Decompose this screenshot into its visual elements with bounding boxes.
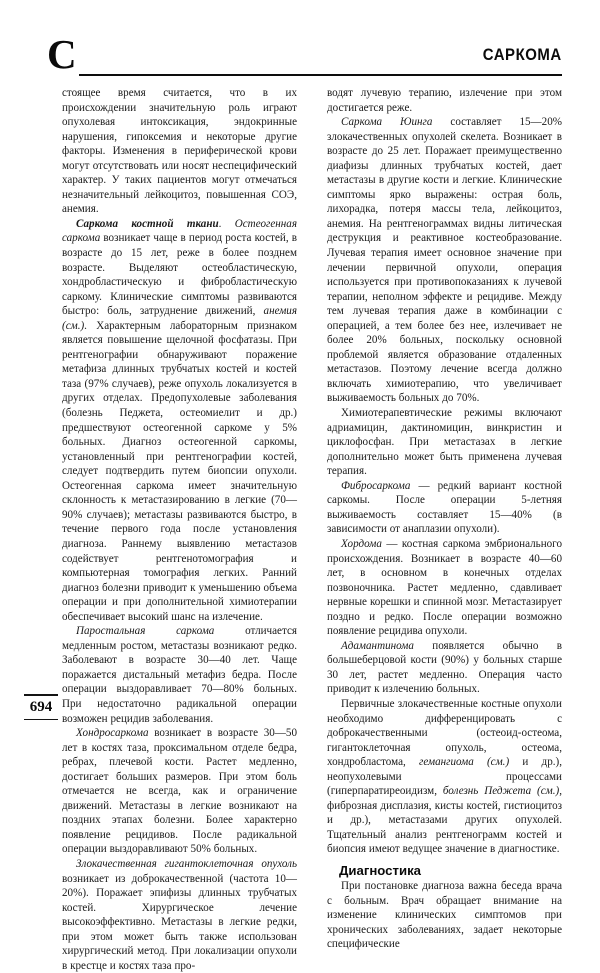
text-run: Первичные злокачественные костные опухоли необходимо дифференцировать с доброкачественными (остеоид-остеома, гигантоклеточная опухоль, остеома, хондробластома, xyxy=(327,697,562,769)
body-columns xyxy=(62,86,562,972)
paragraph xyxy=(327,115,562,406)
paragraph xyxy=(327,697,562,857)
paragraph xyxy=(62,726,297,857)
text-run: возникает из доброкачественной (частота 10—20%). Поражает эпифизы длинных трубчатых костей. Хирургическое лечение высокоэффективно. Метастазы в легкие редки, при этом может быть также использован хирургический метод. При локализации опухоли в крестце и костях таза про- xyxy=(62,872,297,972)
text-run: Химиотерапевтические режимы включают адриамицин, дактиномицин, винкристин и циклофосфан. При метастазах в легкие дополнительно может быть применена лучевая терапия. xyxy=(327,407,562,478)
text-run: составляет 15—20% злокачественных опухолей скелета. Возникает в возрасте до 25 лет. Поражает преимущественно диафизы длинных трубчатых костей, дает метастазы в другие кости и легкие. Клинические симптомы ярко выражены: острая боль, лихорадка, потеря массы тела, лейкоцитоз, анемия. На рентгенограммах видны литическая деструкция и реактивное костеобразование. Лучевая терапия имеет основное значение при лечении первичной опухоли, операция используется при противопоказаниях к лучевой терапии, неполном эффекте и рецидиве. Между тем лучевая терапия даже в комбинации с операцией, а тем более без нее, излечивает не более 20% больных, поскольку основной проблемой является образование отдаленных метастазов. Поэтому лечение всегда должно включать химиотерапию, что увеличивает выживаемость больных до 70%. xyxy=(327,116,562,405)
italic-term: болезнь Педжета (см.) xyxy=(442,785,560,798)
running-head xyxy=(0,31,600,86)
paragraph xyxy=(327,537,562,639)
paragraph xyxy=(62,857,297,973)
text-run: возникает чаще в период роста костей, в возрасте до 15 лет, реже в более позднем возрасте. Выделяют остеобластическую, хондробластическую и фибробластическую саркому. Клинические симптомы развиваются быстро: боль, затруднение движений, xyxy=(62,232,297,318)
paragraph xyxy=(62,86,297,217)
text-run: и др.), неопухолевыми процессами (гиперпаратиреоидизм, xyxy=(327,756,562,798)
running-head-title: САРКОМА xyxy=(483,45,562,64)
text-run: , фиброзная дисплазия, кисты костей, гистиоцитоз и др.), метастазами других опухолей. Тщательный анализ рентгенограмм костей и биопсия имеют ведущее значение в диагностике. xyxy=(327,785,562,856)
inline-heading: Саркома костной ткани xyxy=(76,217,219,230)
text-run: появляется обычно в большеберцовой кости (90%) у больных старше 30 лет, растет медленно. Операция часто приводит к излечению больных. xyxy=(327,639,562,696)
italic-term: Фибросаркома xyxy=(341,479,411,492)
text-run: . xyxy=(218,217,235,230)
text-run: отличается медленным ростом, метастазы возникают редко. Заболевают в возрасте 30—40 лет. Чаще поражается дистальный метафиз бедра. После операции выздоравливает 70—80% больных. При недостаточно радикальной операции возможен рецидив заболевания. xyxy=(62,625,297,725)
paragraph xyxy=(327,406,562,479)
italic-term: Злокачественная гигантоклеточная опухоль xyxy=(76,857,297,870)
text-run: стоящее время считается, что в их происхождении значительную роль играют опухолевая интоксикация, эндокринные нарушения, гипоксемия и некоторые другие факторы. Изменения в периферической крови могут отсутствовать или носят неспецифический характер. У таких пациентов могут отмечаться незначительный лейкоцитоз, повышенная СОЭ, анемия. xyxy=(62,87,297,216)
italic-term: анемия (см.) xyxy=(62,305,297,332)
folio-rule-bottom xyxy=(24,719,58,721)
right-text-column xyxy=(327,86,562,952)
italic-term: Хордома xyxy=(341,537,382,550)
header-divider xyxy=(79,74,562,76)
text-run: — редкий вариант костной саркомы. После операции 5-летняя выживаемость составляет 15—40% (в зависимости от анаплазии опухоли). xyxy=(327,479,562,536)
page-folio xyxy=(24,694,58,720)
text-run: водят лучевую терапию, излечение при этом достигается реже. xyxy=(327,87,562,114)
section-subheading: Диагностика xyxy=(339,862,422,878)
italic-term: Адамантинома xyxy=(341,639,414,652)
text-run: . Характерным лабораторным признаком является повышение щелочной фосфатазы. При рентгенографии обнаруживают поражение метафиза длинных трубчатых костей и костей таза (97% случаев), реже опухоль локализуется в других отделах. Предопухолевые заболевания (болезнь Педжета, остеомиелит и др.) предшествуют остеогенной саркоме у 5% больных. Диагноз остеогенной саркомы, установленный при рентгенографии костей, следует подтвердить путем биопсии опухоли. Остеогенная саркома имеет значительную склонность к метастазированию в легкие (70—90% случаев); метастазы развиваются быстро, в течение первого года после установления диагноза. Раннему выявлению метастазов содействует рентгенотомография и компьютерная томография легких. Ранний диагноз болезни приводит к уменьшению объема операции и при дополнительной химиотерапии обеспечивает высокий шанс на излечение. xyxy=(62,319,297,623)
paragraph xyxy=(62,624,297,726)
left-text-column xyxy=(62,86,297,973)
paragraph xyxy=(327,86,562,115)
italic-term: гемангиома (см.) xyxy=(419,756,510,769)
text-run: При постановке диагноза важна беседа врача с больным. Врач обращает внимание на изменение клинических симптомов при хронических заболеваниях, задает некоторые специфические xyxy=(327,879,562,951)
paragraph xyxy=(327,639,562,697)
text-run: возникает в возрасте 30—50 лет в костях таза, проксимальном отделе бедра, ребрах, плечевой кости. Растет медленно, достигает больших размеров. При этом боль отмечается не всегда, как и ограничение движений. Метастазы в легкие возникают на поздних этапах болезни. Более характерно появление рецидивов. После радикальной операции выздоравливают 50% больных. xyxy=(62,727,297,856)
italic-term: Остеогенная саркома xyxy=(62,217,297,245)
paragraph xyxy=(327,479,562,537)
page-number: 694 xyxy=(29,698,53,715)
italic-term: Хондросаркома xyxy=(76,727,149,740)
text-run: — костная саркома эмбрионального происхождения. Возникает в возрасте 40—60 лет, в основном в конечных отделах позвоночника. Растет медленно, сдавливает нервные корешки и спинной мозг. Метастазирует поздно и редко. После операции возможно появление рецидива опухоли. xyxy=(327,537,562,638)
paragraph xyxy=(327,879,562,952)
paragraph xyxy=(62,217,297,624)
section-letter: C xyxy=(47,31,77,77)
italic-term: Паростальная саркома xyxy=(76,625,215,638)
italic-term: Саркома Юинга xyxy=(341,116,433,129)
